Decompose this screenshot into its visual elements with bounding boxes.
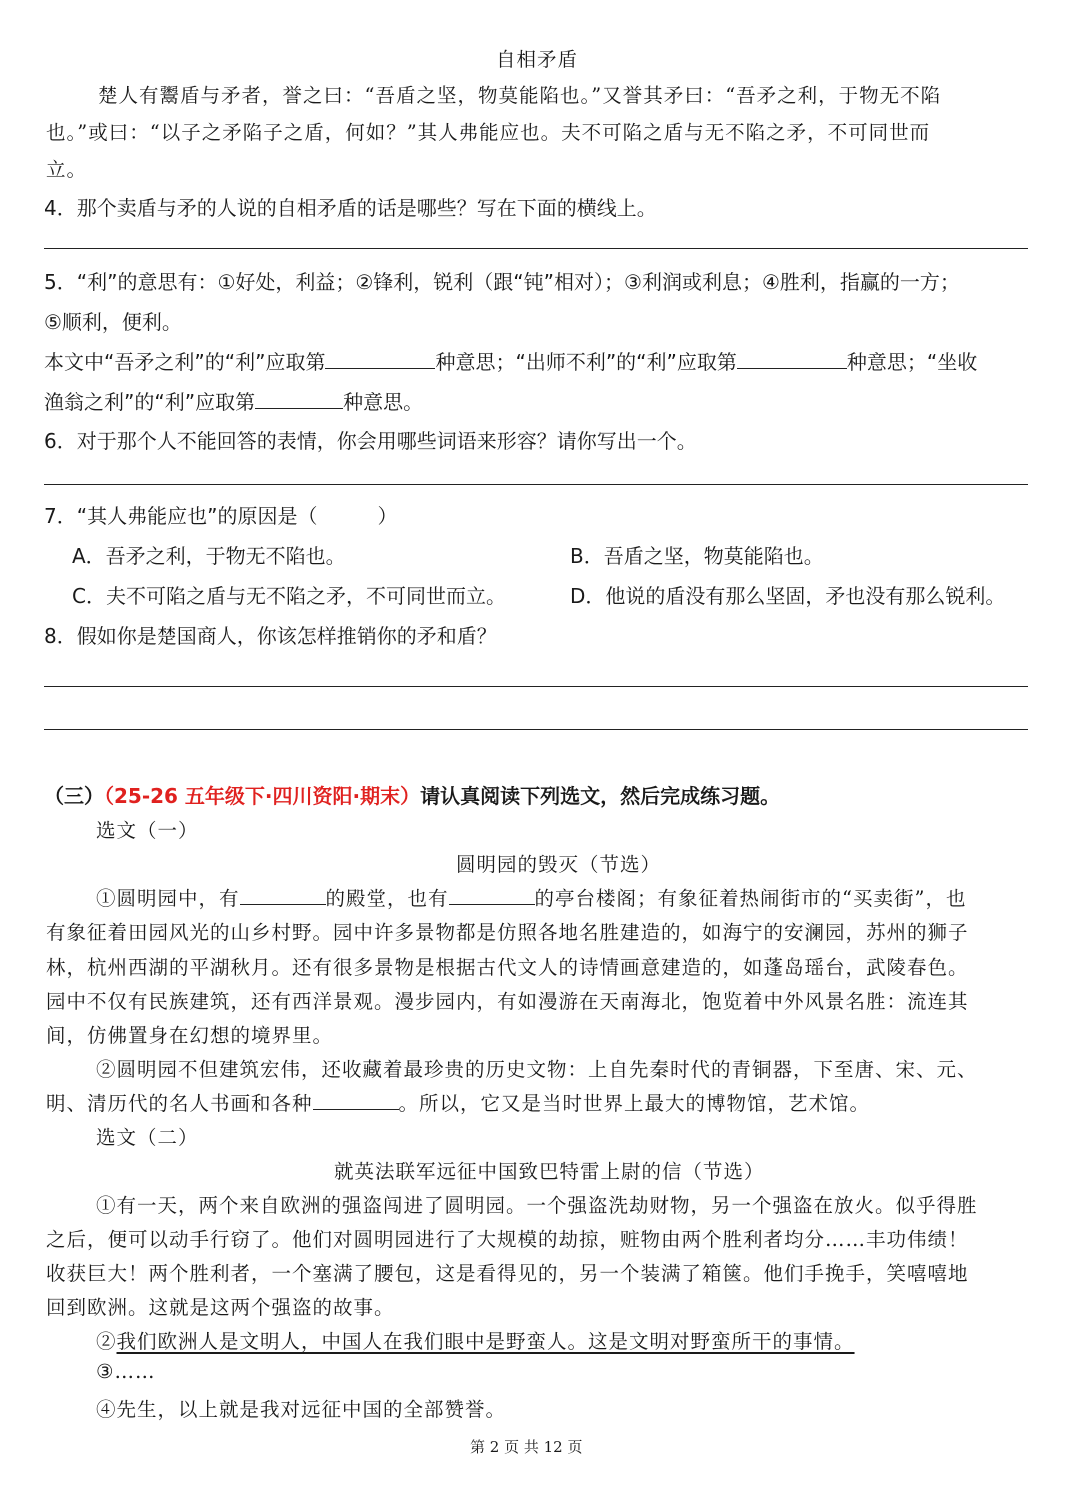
option-d[interactable]: D．他说的盾没有那么坚固，矛也没有那么锐利。 [570,584,1006,608]
section-prefix: （三） [44,784,104,808]
excerpt-text: 。所以，它又是当时世界上最大的博物馆，艺术馆。 [398,1092,871,1115]
excerpt-title: 就英法联军远征中国致巴特雷上尉的信（节选） [334,1160,765,1183]
excerpt-text: 明、清历代的名人书画和各种 [46,1092,313,1115]
answer-line[interactable] [44,686,1028,687]
question-6: 6．对于那个人不能回答的表情，你会用哪些词语来形容？请你写出一个。 [44,429,697,453]
fill-blank[interactable] [240,884,326,905]
paragraph-number: ② [96,1330,117,1353]
passage-line: 也。”或曰：“以子之矛陷子之盾，何如？”其人弗能应也。夫不可陷之盾与无不陷之矛，不可同世而 [46,121,931,144]
fill-blank[interactable] [449,884,535,905]
excerpt-line: ②圆明园不但建筑宏伟，还收藏着最珍贵的历史文物：上自先秦时代的青铜器，下至唐、宋、元、 [96,1058,978,1081]
excerpt-title: 圆明园的毁灭（节选） [456,853,662,876]
section-heading [44,780,780,809]
underlined-sentence: 我们欧洲人是文明人，中国人在我们眼中是野蛮人。这是文明对野蛮所干的事情。 [116,1330,855,1353]
excerpt-line: ①有一天，两个来自欧洲的强盗闯进了圆明园。一个强盗洗劫财物，另一个强盗在放火。似乎得胜 [96,1194,978,1217]
question-5-line: 5．“利”的意思有：①好处，利益；②锋利，锐利（跟“钝”相对）；③利润或利息；④胜利，指赢的一方； [44,270,960,294]
excerpt-line: ④先生，以上就是我对远征中国的全部赞誉。 [96,1398,507,1421]
question-5-fill-line [44,386,423,415]
excerpt-label: 选文（二） [96,1126,199,1149]
question-5-fill-line [44,346,977,375]
excerpt-text: ①圆明园中，有 [96,887,240,910]
fill-blank[interactable] [325,347,435,369]
fill-blank[interactable] [737,347,847,369]
excerpt-underlined-line [96,1326,855,1354]
passage-line: 楚人有鬻盾与矛者，誉之曰：“吾盾之坚，物莫能陷也。”又誉其矛曰：“吾矛之利，于物无不陷 [98,84,942,107]
excerpt-fill-line [96,883,966,911]
section-source: （25-26 五年级下·四川资阳·期末） [104,784,421,808]
excerpt-line: 有象征着田园风光的山乡村野。园中许多景物都是仿照各地名胜建造的，如海宁的安澜园，苏州的狮子 [46,921,969,944]
q5-text: 种意思。 [343,390,424,414]
question-7: 7．“其人弗能应也”的原因是（ ） [44,504,398,528]
excerpt-line: 收获巨大！两个胜利者，一个塞满了腰包，这是看得见的，另一个装满了箱箧。他们手挽手，笑嘻嘻地 [46,1262,969,1285]
excerpt-line: 回到欧洲。这就是这两个强盗的故事。 [46,1296,395,1319]
fill-blank[interactable] [255,387,343,409]
passage-line: 立。 [46,158,88,181]
q5-text: 种意思；“坐收 [846,350,978,374]
question-5-line: ⑤顺利，便利。 [44,310,182,334]
question-8: 8．假如你是楚国商人，你该怎样推销你的矛和盾？ [44,624,497,648]
answer-line[interactable] [44,484,1028,485]
excerpt-line: 间，仿佛置身在幻想的境界里。 [46,1024,334,1047]
excerpt-label: 选文（一） [96,819,199,842]
option-c[interactable]: C．夫不可陷之盾与无不陷之矛，不可同世而立。 [72,584,506,608]
option-b[interactable]: B．吾盾之坚，物莫能陷也。 [570,544,824,568]
excerpt-line: 林，杭州西湖的平湖秋月。还有很多景物是根据古代文人的诗情画意建造的，如蓬岛瑶台，武陵春色。 [46,956,969,979]
passage-title: 自相矛盾 [496,48,579,71]
excerpt-line: 园中不仅有民族建筑，还有西洋景观。漫步园内，有如漫游在天南海北，饱览着中外风景名胜：流连其 [46,990,969,1013]
option-a[interactable]: A．吾矛之利，于物无不陷也。 [72,544,346,568]
excerpt-line: ③…… [96,1360,156,1383]
section-instruction: 请认真阅读下列选文，然后完成练习题。 [420,784,781,808]
q5-text: 渔翁之利”的“利”应取第 [44,390,256,414]
excerpt-line: 之后，便可以动手行窃了。他们对圆明园进行了大规模的劫掠，赃物由两个胜利者均分……丰功伟绩！ [46,1228,969,1251]
excerpt-fill-line [46,1088,870,1116]
answer-line[interactable] [44,248,1028,249]
page-number: 第 2 页 共 12 页 [470,1438,583,1456]
q5-text: 本文中“吾矛之利”的“利”应取第 [44,350,326,374]
question-4: 4．那个卖盾与矛的人说的自相矛盾的话是哪些？写在下面的横线上。 [44,196,657,220]
excerpt-text: 的殿堂，也有 [325,887,449,910]
excerpt-text: 的亭台楼阁；有象征着热闹街市的“买卖街”，也 [534,887,967,910]
fill-blank[interactable] [313,1089,399,1110]
q5-text: 种意思；“出师不利”的“利”应取第 [435,350,737,374]
answer-line[interactable] [44,729,1028,730]
